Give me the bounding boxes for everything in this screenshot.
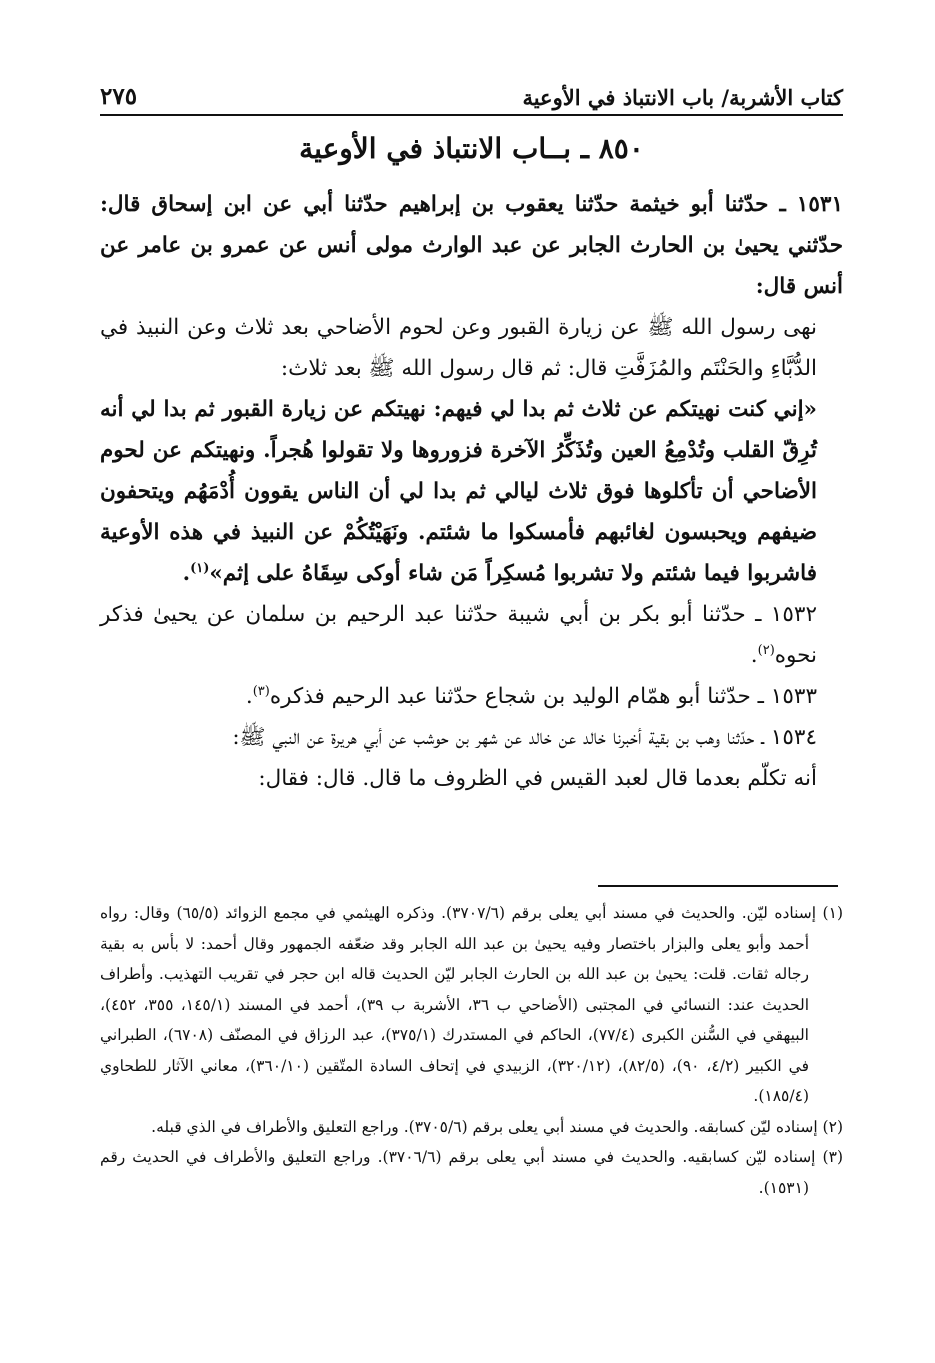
footnote-ref-2: (٢) [757, 642, 775, 658]
hadith-1531-isnad: ١٥٣١ ـ حدّثنا أبو خيثمة حدّثنا يعقوب بن إبراهيم حدّثنا أبي عن ابن إسحاق قال: حدّثني يحيىٰ بن الحارث الجابر عن عبد الوارث مولى أنس عن عمرو بن عامر عن أنس قال: [100, 192, 843, 299]
footnote-1: (١) إسناده ليّن. والحديث في مسند أبي يعلى برقم (٣٧٠٧/٦). وذكره الهيثمي في مجمع الزوائد (٦٥/٥) وقال: رواه أحمد وأبو يعلى والبزار باختصار وفيه يحيىٰ بن عبد الله الجابر وقد ضعّفه الجمهور وقال أحمد: لا بأس به بقية رجاله ثقات. قلت: يحيىٰ بن عبد الله بن الحارث الجابر ليّن الحديث قاله ابن حجر في تقريب التهذيب. وأطراف الحديث عند: النسائي في المجتبى (الأضاحي ب ٣٦، الأشربة ب ٣٩)، أحمد في المسند (١٤٥/١، ٣٥٥، ٤٥٢)، البيهقي في السُّنن الكبرى (٧٧/٤)، الحاكم في المستدرك (٣٧٥/١)، عبد الرزاق في المصنّف (٦٧٠٨)، الطبراني في الكبير (٤/٢، ٩٠)، (٨٢/٥)، (٣٢٠/١٢)، الزبيدي في إتحاف السادة المتّقين (٣٦٠/١٠)، معاني الآثار للطحاوي (١٨٥/٤). [100, 904, 843, 1105]
hadith-body [100, 184, 843, 799]
chapter-title: ٨٥٠ ـ بــاب الانتباذ في الأوعية [299, 132, 644, 165]
hadith-1531-quote-text: «إني كنت نهيتكم عن ثلاث ثم بدا لي فيهم: نهيتكم عن زيارة القبور ثم بدا لي أنه تُرِقّ القلب وتُدْمِعُ العين وتُذَكِّرُ الآخرة فزوروها ولا تقولوا هُجراً. ونهيتكم عن لحوم الأضاحي أن تأكلوها فوق ثلاث ليالي ثم بدا لي أن الناس يقوون أُدْمَهُم ويتحفون ضيفهم ويحبسون لغائبهم فأمسكوا ما شئتم. ونَهَيْتُكُمْ عن النبيذ في هذه الأوعية فاشربوا فيما شئتم ولا تشربوا مُسكِراً مَن شاء أوكى سِقَاهُ على إثم» [100, 397, 817, 586]
running-title: كتاب الأشربة/ باب الانتباذ في الأوعية [522, 85, 843, 110]
page-header [100, 62, 843, 116]
hadith-1533: ١٥٣٣ ـ حدّثنا أبو همّام الوليد بن شجاع حدّثنا عبد الرحيم فذكره$^{(٣)}$. [245, 683, 817, 709]
hadith-1531-text: نهى رسول الله ﷺ عن زيارة القبور وعن لحوم الأضاحي بعد ثلاث وعن النبيذ في الدُّبَّاءِ والحَنْتَم والمُزَفَّتِ قال: ثم قال رسول الله ﷺ بعد ثلاث: [100, 315, 817, 381]
footnote-ref-1: (١) [190, 560, 210, 576]
footnote-divider [598, 885, 838, 887]
hadith-1534-text: أنه تكلّم بعدما قال لعبد القيس في الظروف ما قال. قال: فقال: [258, 766, 817, 791]
footnotes [100, 898, 843, 1203]
hadith-1532: ١٥٣٢ ـ حدّثنا أبو بكر بن أبي شيبة حدّثنا عبد الرحيم بن سلمان عن يحيىٰ فذكر نحوه$^{(٢)}$. [100, 602, 817, 668]
hadith-1533-text: ١٥٣٣ ـ حدّثنا أبو همّام الوليد بن شجاع حدّثنا عبد الرحيم فذكره [269, 684, 817, 709]
page-number: ٢٧٥ [100, 83, 138, 110]
hadith-1534-isnad: ١٥٣٤ ـ حدّثنا وهب بن بقية أخبرنا خالد عن خالد عن شهر بن حوشب عن أبي هريرة عن النبي ﷺ: [232, 725, 817, 750]
footnote-2: (٢) إسناده ليّن كسابقه. والحديث في مسند أبي يعلى برقم (٣٧٠٥/٦). وراجع التعليق والأطراف في الذي قبله. [151, 1117, 843, 1136]
footnote-ref-3: (٣) [252, 683, 270, 699]
footnote-3: (٣) إسناده ليّن كسابقيه. والحديث في مسند أبي يعلى برقم (٣٧٠٦/٦). وراجع التعليق والأطراف في الحديث رقم (١٥٣١). [100, 1148, 843, 1197]
hadith-1531-quote: «إني كنت نهيتكم عن ثلاث ثم بدا لي فيهم: نهيتكم عن زيارة القبور ثم بدا لي أنه تُرِقّ القلب وتُدْمِعُ العين وتُذَكِّرُ الآخرة فزوروها ولا تقولوا هُجراً. ونهيتكم عن لحوم الأضاحي أن تأكلوها فوق ثلاث ليالي ثم بدا لي أن الناس يقوون أُدْمَهُم ويتحفون ضيفهم ويحبسون لغائبهم فأمسكوا ما شئتم. ونَهَيْتُكُمْ عن النبيذ في هذه الأوعية فاشربوا فيما شئتم ولا تشربوا مُسكِراً مَن شاء أوكى سِقَاهُ على إثم»$^{(١)}$. [100, 397, 817, 586]
hadith-1532-text: ١٥٣٢ ـ حدّثنا أبو بكر بن أبي شيبة حدّثنا عبد الرحيم بن سلمان عن يحيىٰ فذكر نحوه [100, 602, 817, 668]
